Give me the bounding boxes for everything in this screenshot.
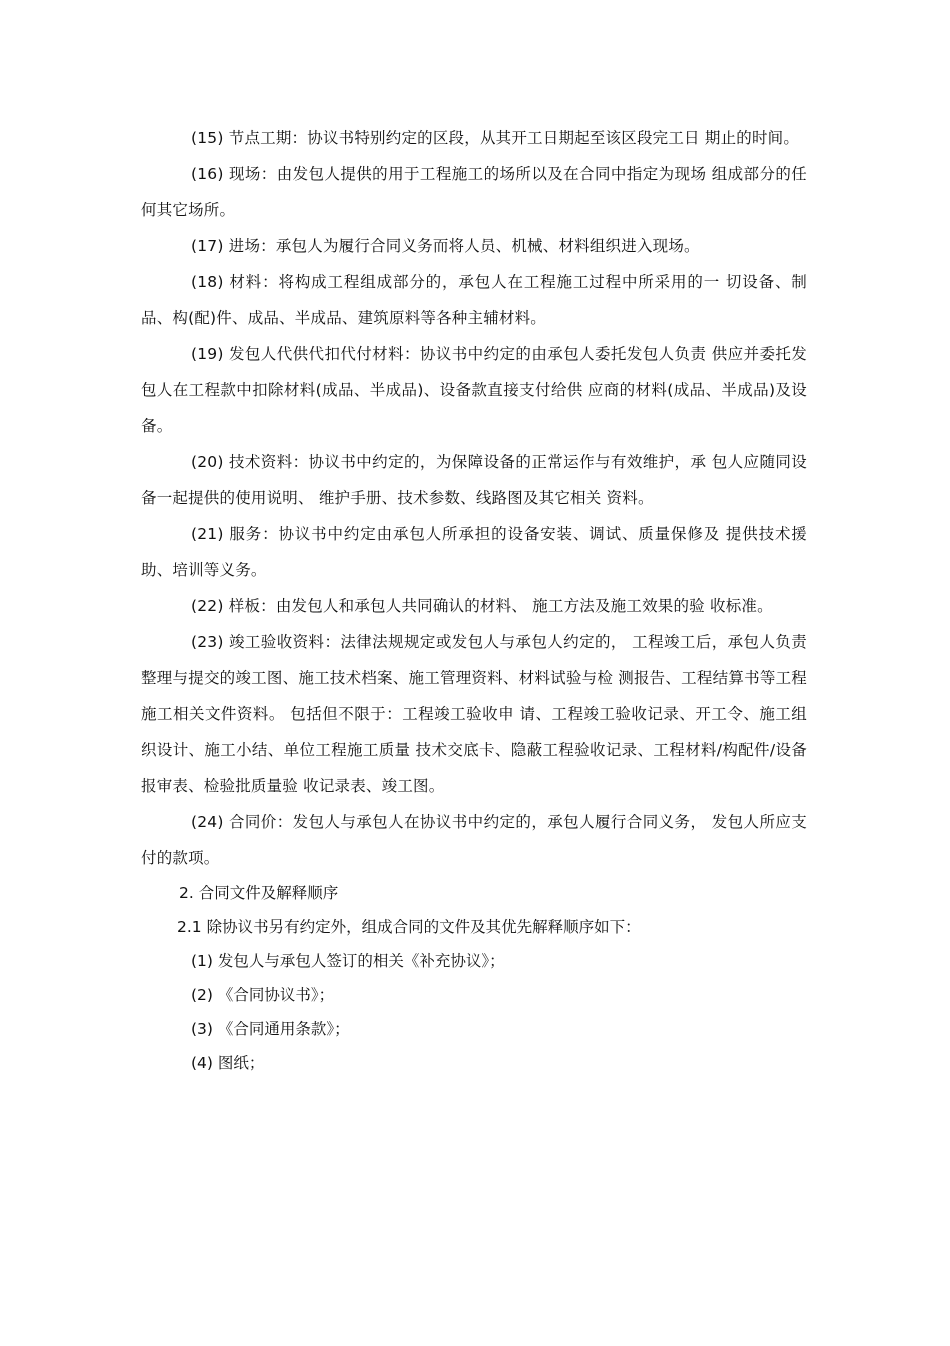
paragraph-23: (23) 竣工验收资料：法律法规规定或发包人与承包人约定的， 工程竣工后，承包人负责整理与提交的竣工图、施工技术档案、施工管理资料、材料试验与检 测报告、工程结算书等工程施工相关文件资料。 包括但不限于：工程竣工验收申 请、工程竣工验收记录、开工令、施工组织设计、施工小结、单位工程施工质量 技术交底卡、隐蔽工程验收记录、工程材料/构配件/设备报审表、检验批质量验 收记录表、竣工图。 — [141, 633, 807, 795]
paragraph-22: (22) 样板：由发包人和承包人共同确认的材料、 施工方法及施工效果的验 收标准。 — [191, 597, 773, 615]
section-heading: 2. 合同文件及解释顺序 — [179, 884, 339, 902]
paragraph-18: (18) 材料：将构成工程组成部分的，承包人在工程施工过程中所采用的一 切设备、制品、构(配)件、成品、半成品、建筑原料等各种主辅材料。 — [141, 273, 807, 327]
paragraph-19: (19) 发包人代供代扣代付材料：协议书中约定的由承包人委托发包人负责 供应并委托发包人在工程款中扣除材料(成品、半成品)、设备款直接支付给供 应商的材料(成品、半成品)及设备。 — [141, 345, 807, 435]
paragraph-16: (16) 现场：由发包人提供的用于工程施工的场所以及在合同中指定为现场 组成部分的任何其它场所。 — [141, 165, 807, 219]
paragraph-20: (20) 技术资料：协议书中约定的，为保障设备的正常运作与有效维护，承 包人应随同设备一起提供的使用说明、 维护手册、技术参数、线路图及其它相关 资料。 — [141, 453, 807, 507]
paragraph-24: (24) 合同价：发包人与承包人在协议书中约定的，承包人履行合同义务， 发包人所应支付的款项。 — [141, 813, 807, 867]
list-item: (2) 《合同协议书》； — [191, 986, 335, 1004]
list-item: (4) 图纸； — [191, 1054, 265, 1072]
paragraph-21: (21) 服务：协议书中约定由承包人所承担的设备安装、调试、质量保修及 提供技术援助、培训等义务。 — [141, 525, 807, 579]
clause-2-1: 2.1 除协议书另有约定外，组成合同的文件及其优先解释顺序如下： — [177, 918, 641, 936]
paragraph-15: (15) 节点工期：协议书特别约定的区段，从其开工日期起至该区段完工日 期止的时间。 — [191, 129, 800, 147]
paragraph-17: (17) 进场：承包人为履行合同义务而将人员、机械、材料组织进入现场。 — [191, 237, 700, 255]
list-item: (3) 《合同通用条款》； — [191, 1020, 350, 1038]
list-item: (1) 发包人与承包人签订的相关《补充协议》； — [191, 952, 505, 970]
document-body — [141, 120, 807, 1080]
